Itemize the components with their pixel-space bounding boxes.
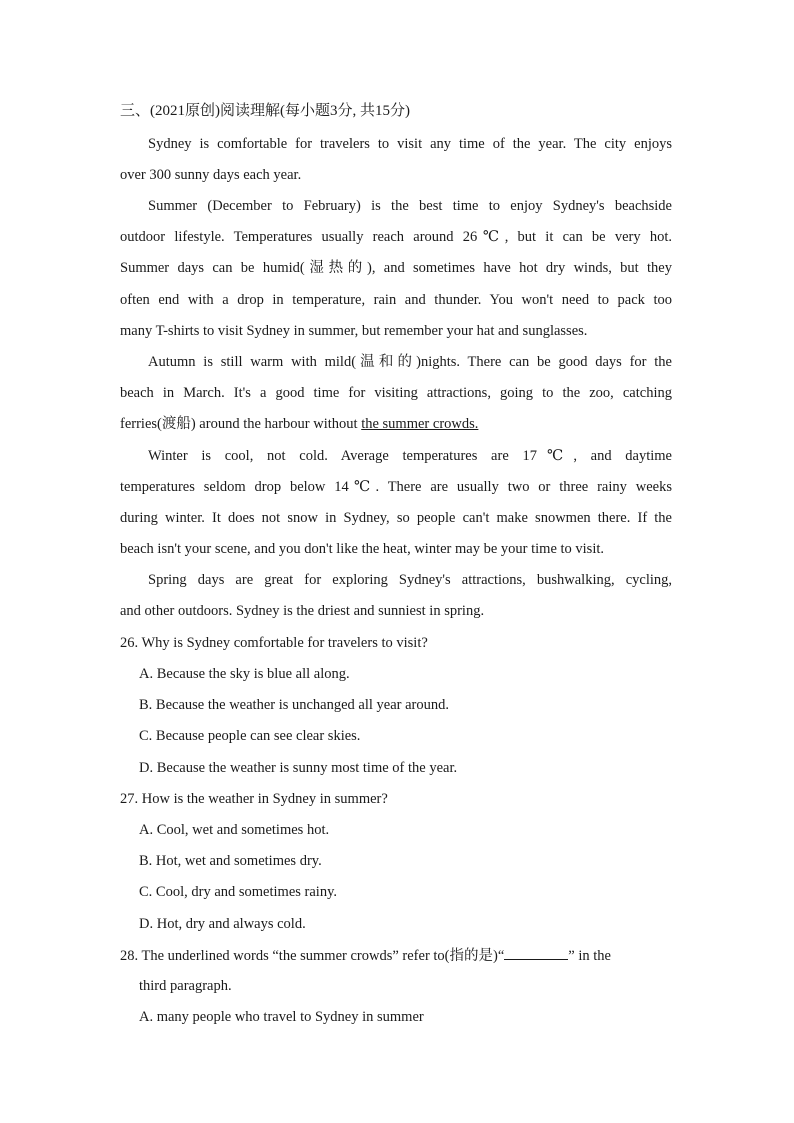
answer-option[interactable]: B. Because the weather is unchanged all year around. [139, 697, 450, 713]
question-text: 28. The underlined words “the summer crowds” refer to(指的是)“ [120, 948, 505, 964]
passage-line: outdoor lifestyle. Temperatures usually reach around 26℃, but it can be very hot. [120, 229, 672, 245]
answer-option[interactable]: A. many people who travel to Sydney in summer [139, 1009, 424, 1025]
section-heading: 三、(2021原创)阅读理解(每小题3分, 共15分) [120, 103, 410, 119]
passage-text: ferries(渡船) around the harbour without [120, 416, 362, 432]
passage-line: beach isn't your scene, and you don't like the heat, winter may be your time to visit. [120, 541, 605, 557]
question-stem: 27. How is the weather in Sydney in summer? [120, 791, 388, 807]
passage-line: beach in March. It's a good time for visiting attractions, going to the zoo, catching [120, 385, 672, 401]
underlined-phrase: the summer crowds. [361, 416, 479, 432]
answer-option[interactable]: D. Because the weather is sunny most time of the year. [139, 760, 458, 776]
passage-line: and other outdoors. Sydney is the driest and sunniest in spring. [120, 603, 485, 619]
passage-line: over 300 sunny days each year. [120, 167, 302, 183]
passage-line: Summer (December to February) is the best time to enjoy Sydney's beachside [148, 198, 672, 214]
answer-blank[interactable] [504, 945, 568, 960]
passage-line: many T-shirts to visit Sydney in summer, but remember your hat and sunglasses. [120, 323, 588, 339]
answer-option[interactable]: A. Because the sky is blue all along. [139, 666, 350, 682]
passage-line: Winter is cool, not cold. Average temperatures are 17℃, and daytime [148, 448, 672, 464]
passage-line: Sydney is comfortable for travelers to visit any time of the year. The city enjoys [148, 136, 672, 152]
passage-line: Summer days can be humid(湿热的), and sometimes have hot dry winds, but they [120, 260, 672, 276]
passage-line [120, 414, 672, 434]
passage-line: often end with a drop in temperature, rain and thunder. You won't need to pack too [120, 292, 672, 308]
question-text: ” in the [568, 948, 611, 964]
answer-option[interactable]: B. Hot, wet and sometimes dry. [139, 853, 322, 869]
passage-line: during winter. It does not snow in Sydney, so people can't make snowmen there. If the [120, 510, 672, 526]
answer-option[interactable]: C. Because people can see clear skies. [139, 728, 361, 744]
question-stem: 26. Why is Sydney comfortable for travelers to visit? [120, 635, 428, 651]
passage-line: Spring days are great for exploring Sydney's attractions, bushwalking, cycling, [148, 572, 672, 588]
answer-option[interactable]: D. Hot, dry and always cold. [139, 916, 306, 932]
passage-line: Autumn is still warm with mild(温和的)nights. There can be good days for the [148, 354, 672, 370]
answer-option[interactable]: C. Cool, dry and sometimes rainy. [139, 884, 338, 900]
passage-line: temperatures seldom drop below 14℃. There are usually two or three rainy weeks [120, 479, 672, 495]
question-stem [120, 945, 672, 966]
question-stem-continued: third paragraph. [139, 978, 232, 994]
answer-option[interactable]: A. Cool, wet and sometimes hot. [139, 822, 330, 838]
